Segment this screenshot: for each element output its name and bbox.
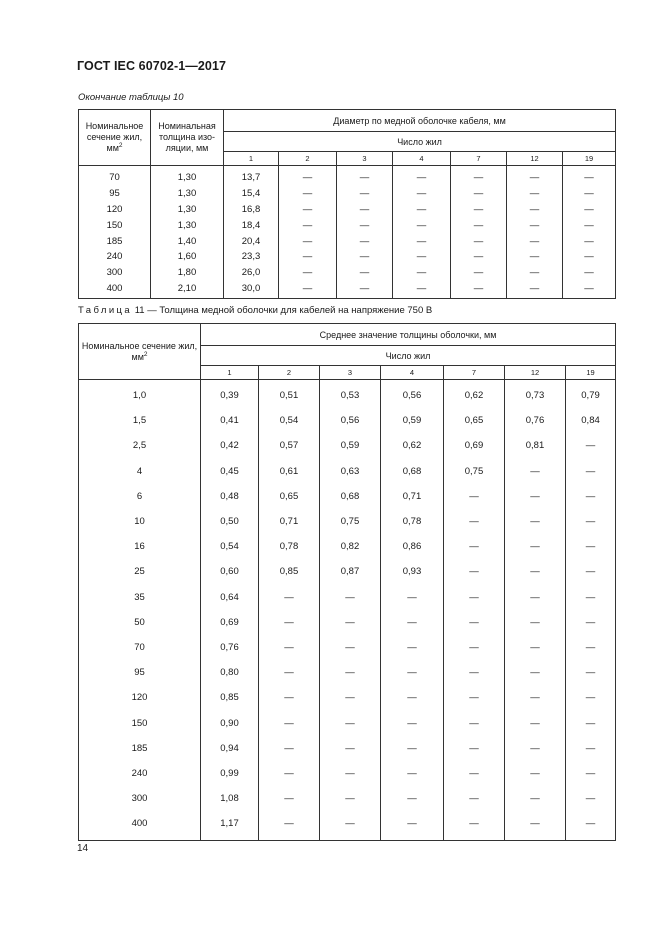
table-cell: — [381, 786, 444, 811]
table-cell: 0,57 [259, 433, 320, 458]
table-cell: — [337, 202, 393, 218]
table-cell: — [393, 281, 451, 299]
col-header-diameter: Диаметр по медной оболочке кабеля, мм [224, 110, 616, 132]
table-row [79, 233, 616, 249]
col-header-cores: Число жил [224, 132, 616, 152]
table-cell: — [566, 761, 616, 786]
table-cell: — [444, 685, 505, 710]
table-row [79, 459, 616, 484]
table-cell: — [337, 166, 393, 186]
table-cell: 23,3 [224, 249, 279, 265]
col-header-section: Номинальное сечение жил, $мм^2$ [79, 324, 201, 380]
table-cell: — [279, 281, 337, 299]
table-cell: — [393, 249, 451, 265]
table-cell: 185 [79, 736, 201, 761]
table-cell: — [566, 610, 616, 635]
table-cell: 0,65 [259, 484, 320, 509]
table-row [79, 811, 616, 841]
col-header-insulation: Номинальная толщина изо-ляции, мм [151, 110, 224, 166]
table-cell: — [444, 786, 505, 811]
table-cell: 0,75 [320, 509, 381, 534]
table-cell: — [505, 761, 566, 786]
table-cell: — [279, 217, 337, 233]
table11-caption-label: Таблица [78, 305, 133, 316]
table-cell: 1,30 [151, 202, 224, 218]
table-cell: 240 [79, 761, 201, 786]
table-cell: — [444, 610, 505, 635]
table-row [79, 635, 616, 660]
table-cell: — [320, 811, 381, 841]
table-cell: 4 [79, 459, 201, 484]
table-cell: — [451, 233, 507, 249]
table-cell: — [393, 265, 451, 281]
table-cell: — [279, 202, 337, 218]
table-cell: 0,62 [381, 433, 444, 458]
table-cell: — [320, 635, 381, 660]
table-cell: — [320, 610, 381, 635]
table-cell: — [566, 585, 616, 610]
table10-caption: Окончание таблицы 10 [78, 92, 184, 103]
table-cell: — [505, 660, 566, 685]
table-row [79, 186, 616, 202]
core-count-header: 1 [224, 152, 279, 166]
table-row [79, 408, 616, 433]
table-cell: 0,68 [381, 459, 444, 484]
table-cell: 0,56 [381, 380, 444, 409]
table-cell: — [507, 281, 563, 299]
table-cell: — [507, 265, 563, 281]
table-row [79, 660, 616, 685]
table-cell: 0,90 [201, 710, 259, 735]
table-cell: 16 [79, 534, 201, 559]
table-cell: 0,61 [259, 459, 320, 484]
table-cell: — [279, 265, 337, 281]
table-cell: — [507, 233, 563, 249]
table-cell: — [505, 534, 566, 559]
table-cell: 95 [79, 660, 201, 685]
table-cell: 1,60 [151, 249, 224, 265]
table-cell: — [444, 736, 505, 761]
table-cell: 0,76 [505, 408, 566, 433]
table-cell: — [505, 710, 566, 735]
table-cell: 16,8 [224, 202, 279, 218]
table-cell: — [259, 736, 320, 761]
table-cell: 0,75 [444, 459, 505, 484]
table-cell: 30,0 [224, 281, 279, 299]
table-cell: — [507, 202, 563, 218]
table-cell: 0,59 [381, 408, 444, 433]
table-cell: — [451, 186, 507, 202]
table-cell: 0,53 [320, 380, 381, 409]
table-cell: 185 [79, 233, 151, 249]
table-cell: 2,10 [151, 281, 224, 299]
table-cell: 0,93 [381, 559, 444, 584]
table-cell: — [566, 811, 616, 841]
table-cell: — [279, 233, 337, 249]
table-cell: 0,39 [201, 380, 259, 409]
table-cell: 10 [79, 509, 201, 534]
table-cell: — [393, 217, 451, 233]
table-cell: — [320, 786, 381, 811]
table-cell: 0,59 [320, 433, 381, 458]
table-cell: 26,0 [224, 265, 279, 281]
table-cell: 0,86 [381, 534, 444, 559]
table-cell: — [563, 186, 616, 202]
table-cell: 15,4 [224, 186, 279, 202]
core-count-header: 4 [381, 366, 444, 380]
table-cell: 0,64 [201, 585, 259, 610]
table-cell: — [451, 166, 507, 186]
table-cell: 0,65 [444, 408, 505, 433]
core-count-header: 7 [451, 152, 507, 166]
table-cell: — [444, 811, 505, 841]
table-cell: — [566, 459, 616, 484]
table-cell: — [320, 585, 381, 610]
table-11 [78, 323, 616, 841]
table-cell: 0,79 [566, 380, 616, 409]
table-cell: — [563, 265, 616, 281]
table-row [79, 509, 616, 534]
table-cell: 1,5 [79, 408, 201, 433]
table-cell: — [566, 484, 616, 509]
table-10 [78, 109, 616, 299]
table-cell: 0,84 [566, 408, 616, 433]
table-cell: — [444, 710, 505, 735]
table-cell: — [259, 635, 320, 660]
table-cell: 20,4 [224, 233, 279, 249]
table-row [79, 265, 616, 281]
table-cell: 70 [79, 635, 201, 660]
table11-caption-number: 11 [134, 305, 145, 316]
table-cell: — [259, 585, 320, 610]
table-cell: — [259, 811, 320, 841]
table-cell: 0,48 [201, 484, 259, 509]
table-cell: — [505, 635, 566, 660]
table-cell: 0,41 [201, 408, 259, 433]
table-cell: — [381, 710, 444, 735]
table-cell: — [451, 265, 507, 281]
table-cell: — [505, 484, 566, 509]
col-header-section: Номинальное сечение жил, $мм^2$ [79, 110, 151, 166]
table-cell: 18,4 [224, 217, 279, 233]
table-cell: — [566, 559, 616, 584]
table-cell: 0,69 [201, 610, 259, 635]
table-cell: — [320, 761, 381, 786]
table-cell: — [444, 484, 505, 509]
table-cell: — [507, 249, 563, 265]
core-count-header: 3 [337, 152, 393, 166]
table-cell: 0,78 [259, 534, 320, 559]
table-cell: — [451, 202, 507, 218]
table-cell: — [393, 202, 451, 218]
table-cell: — [381, 635, 444, 660]
table-cell: — [505, 685, 566, 710]
table-cell: 0,54 [201, 534, 259, 559]
table11-caption [78, 305, 432, 316]
table-row [79, 761, 616, 786]
table-row [79, 559, 616, 584]
table-cell: — [444, 635, 505, 660]
page-number: 14 [77, 843, 89, 854]
table-cell: — [505, 786, 566, 811]
table-cell: 1,30 [151, 186, 224, 202]
table-cell: — [337, 233, 393, 249]
table-cell: — [566, 433, 616, 458]
table-row [79, 786, 616, 811]
table-row [79, 484, 616, 509]
table-cell: 1,30 [151, 166, 224, 186]
table-cell: — [381, 761, 444, 786]
table-cell: 70 [79, 166, 151, 186]
table-cell: 300 [79, 786, 201, 811]
table-cell: — [259, 761, 320, 786]
table-cell: 0,60 [201, 559, 259, 584]
table-cell: — [505, 559, 566, 584]
table-cell: — [566, 534, 616, 559]
table-cell: — [566, 685, 616, 710]
table-cell: 13,7 [224, 166, 279, 186]
table-cell: 25 [79, 559, 201, 584]
table-cell: — [337, 186, 393, 202]
table-cell: 2,5 [79, 433, 201, 458]
table-cell: — [505, 459, 566, 484]
table-cell: — [566, 635, 616, 660]
table-cell: — [563, 217, 616, 233]
table-cell: 0,94 [201, 736, 259, 761]
table-cell: — [444, 534, 505, 559]
table11-caption-title: — Толщина медной оболочки для кабелей на напряжение 750 В [147, 305, 433, 316]
table-cell: 0,45 [201, 459, 259, 484]
table-cell: — [320, 660, 381, 685]
table-cell: — [444, 509, 505, 534]
table-row [79, 736, 616, 761]
table-cell: — [279, 186, 337, 202]
table-cell: 0,50 [201, 509, 259, 534]
table-cell: — [337, 281, 393, 299]
table-cell: 0,76 [201, 635, 259, 660]
table-cell: — [259, 710, 320, 735]
document-header: ГОСТ IEC 60702-1—2017 [77, 59, 227, 73]
table-cell: 0,71 [381, 484, 444, 509]
table-cell: 120 [79, 685, 201, 710]
table-cell: — [320, 685, 381, 710]
table-cell: 400 [79, 811, 201, 841]
table-cell: 1,0 [79, 380, 201, 409]
table-cell: — [566, 710, 616, 735]
table-cell: 0,56 [320, 408, 381, 433]
table-cell: 0,82 [320, 534, 381, 559]
table-row [79, 166, 616, 186]
table-cell: 0,99 [201, 761, 259, 786]
table-cell: — [563, 202, 616, 218]
table-cell: — [444, 660, 505, 685]
table-cell: 1,40 [151, 233, 224, 249]
table-cell: 1,80 [151, 265, 224, 281]
table-cell: — [451, 281, 507, 299]
table-cell: — [505, 811, 566, 841]
table-cell: 0,62 [444, 380, 505, 409]
table-cell: — [507, 217, 563, 233]
core-count-header: 19 [566, 366, 616, 380]
table-cell: 95 [79, 186, 151, 202]
table-cell: — [566, 786, 616, 811]
table-row [79, 710, 616, 735]
table-cell: 150 [79, 217, 151, 233]
table-cell: — [505, 610, 566, 635]
table-cell: — [337, 265, 393, 281]
table-row [79, 585, 616, 610]
table-cell: 400 [79, 281, 151, 299]
table-cell: — [337, 249, 393, 265]
table-cell: 1,08 [201, 786, 259, 811]
table-cell: — [566, 509, 616, 534]
table-cell: 0,73 [505, 380, 566, 409]
core-count-header: 12 [507, 152, 563, 166]
table-cell: — [563, 166, 616, 186]
core-count-header: 3 [320, 366, 381, 380]
core-count-header: 2 [259, 366, 320, 380]
table-cell: — [393, 186, 451, 202]
table-row [79, 433, 616, 458]
table-cell: — [507, 166, 563, 186]
table-cell: — [444, 585, 505, 610]
table-cell: 300 [79, 265, 151, 281]
table-cell: 0,85 [259, 559, 320, 584]
table-row [79, 249, 616, 265]
core-count-header: 19 [563, 152, 616, 166]
table-cell: — [259, 786, 320, 811]
table-cell: — [444, 761, 505, 786]
table-row [79, 217, 616, 233]
table-cell: 35 [79, 585, 201, 610]
table-cell: 0,63 [320, 459, 381, 484]
table-row [79, 281, 616, 299]
table-cell: 0,78 [381, 509, 444, 534]
table-cell: — [259, 610, 320, 635]
table-cell: — [337, 217, 393, 233]
table-cell: — [507, 186, 563, 202]
table-row [79, 202, 616, 218]
table-cell: — [381, 610, 444, 635]
table-row [79, 534, 616, 559]
table-cell: — [259, 685, 320, 710]
table-cell: — [381, 585, 444, 610]
table-row [79, 685, 616, 710]
table-cell: — [566, 736, 616, 761]
core-count-header: 7 [444, 366, 505, 380]
table-cell: 0,54 [259, 408, 320, 433]
table-cell: 0,71 [259, 509, 320, 534]
table-cell: — [563, 249, 616, 265]
table-row [79, 380, 616, 409]
table-cell: — [563, 233, 616, 249]
table-cell: 0,51 [259, 380, 320, 409]
table-cell: 1,30 [151, 217, 224, 233]
table-cell: — [505, 736, 566, 761]
table-cell: 0,85 [201, 685, 259, 710]
table-cell: 1,17 [201, 811, 259, 841]
table-cell: — [393, 233, 451, 249]
table-cell: 240 [79, 249, 151, 265]
table-cell: — [279, 249, 337, 265]
table-cell: 0,68 [320, 484, 381, 509]
table-cell: — [505, 509, 566, 534]
table-cell: 0,80 [201, 660, 259, 685]
table-cell: — [566, 660, 616, 685]
core-count-header: 12 [505, 366, 566, 380]
table-cell: 0,69 [444, 433, 505, 458]
table-cell: 0,42 [201, 433, 259, 458]
core-count-header: 1 [201, 366, 259, 380]
table-cell: 120 [79, 202, 151, 218]
col-header-cores: Число жил [201, 346, 616, 366]
core-count-header: 4 [393, 152, 451, 166]
table-cell: 150 [79, 710, 201, 735]
table-cell: — [563, 281, 616, 299]
table-cell: — [381, 811, 444, 841]
table-cell: — [444, 559, 505, 584]
table-cell: — [381, 660, 444, 685]
col-header-thickness: Среднее значение толщины оболочки, мм [201, 324, 616, 346]
table-cell: — [259, 660, 320, 685]
table-cell: — [451, 249, 507, 265]
table-cell: — [320, 710, 381, 735]
table-row [79, 610, 616, 635]
table-cell: — [381, 685, 444, 710]
table-cell: — [393, 166, 451, 186]
table-cell: 0,81 [505, 433, 566, 458]
core-count-header: 2 [279, 152, 337, 166]
table-cell: 50 [79, 610, 201, 635]
table-cell: — [451, 217, 507, 233]
table-cell: — [279, 166, 337, 186]
table-cell: — [381, 736, 444, 761]
table-cell: — [505, 585, 566, 610]
table-cell: — [320, 736, 381, 761]
table-cell: 6 [79, 484, 201, 509]
table-cell: 0,87 [320, 559, 381, 584]
